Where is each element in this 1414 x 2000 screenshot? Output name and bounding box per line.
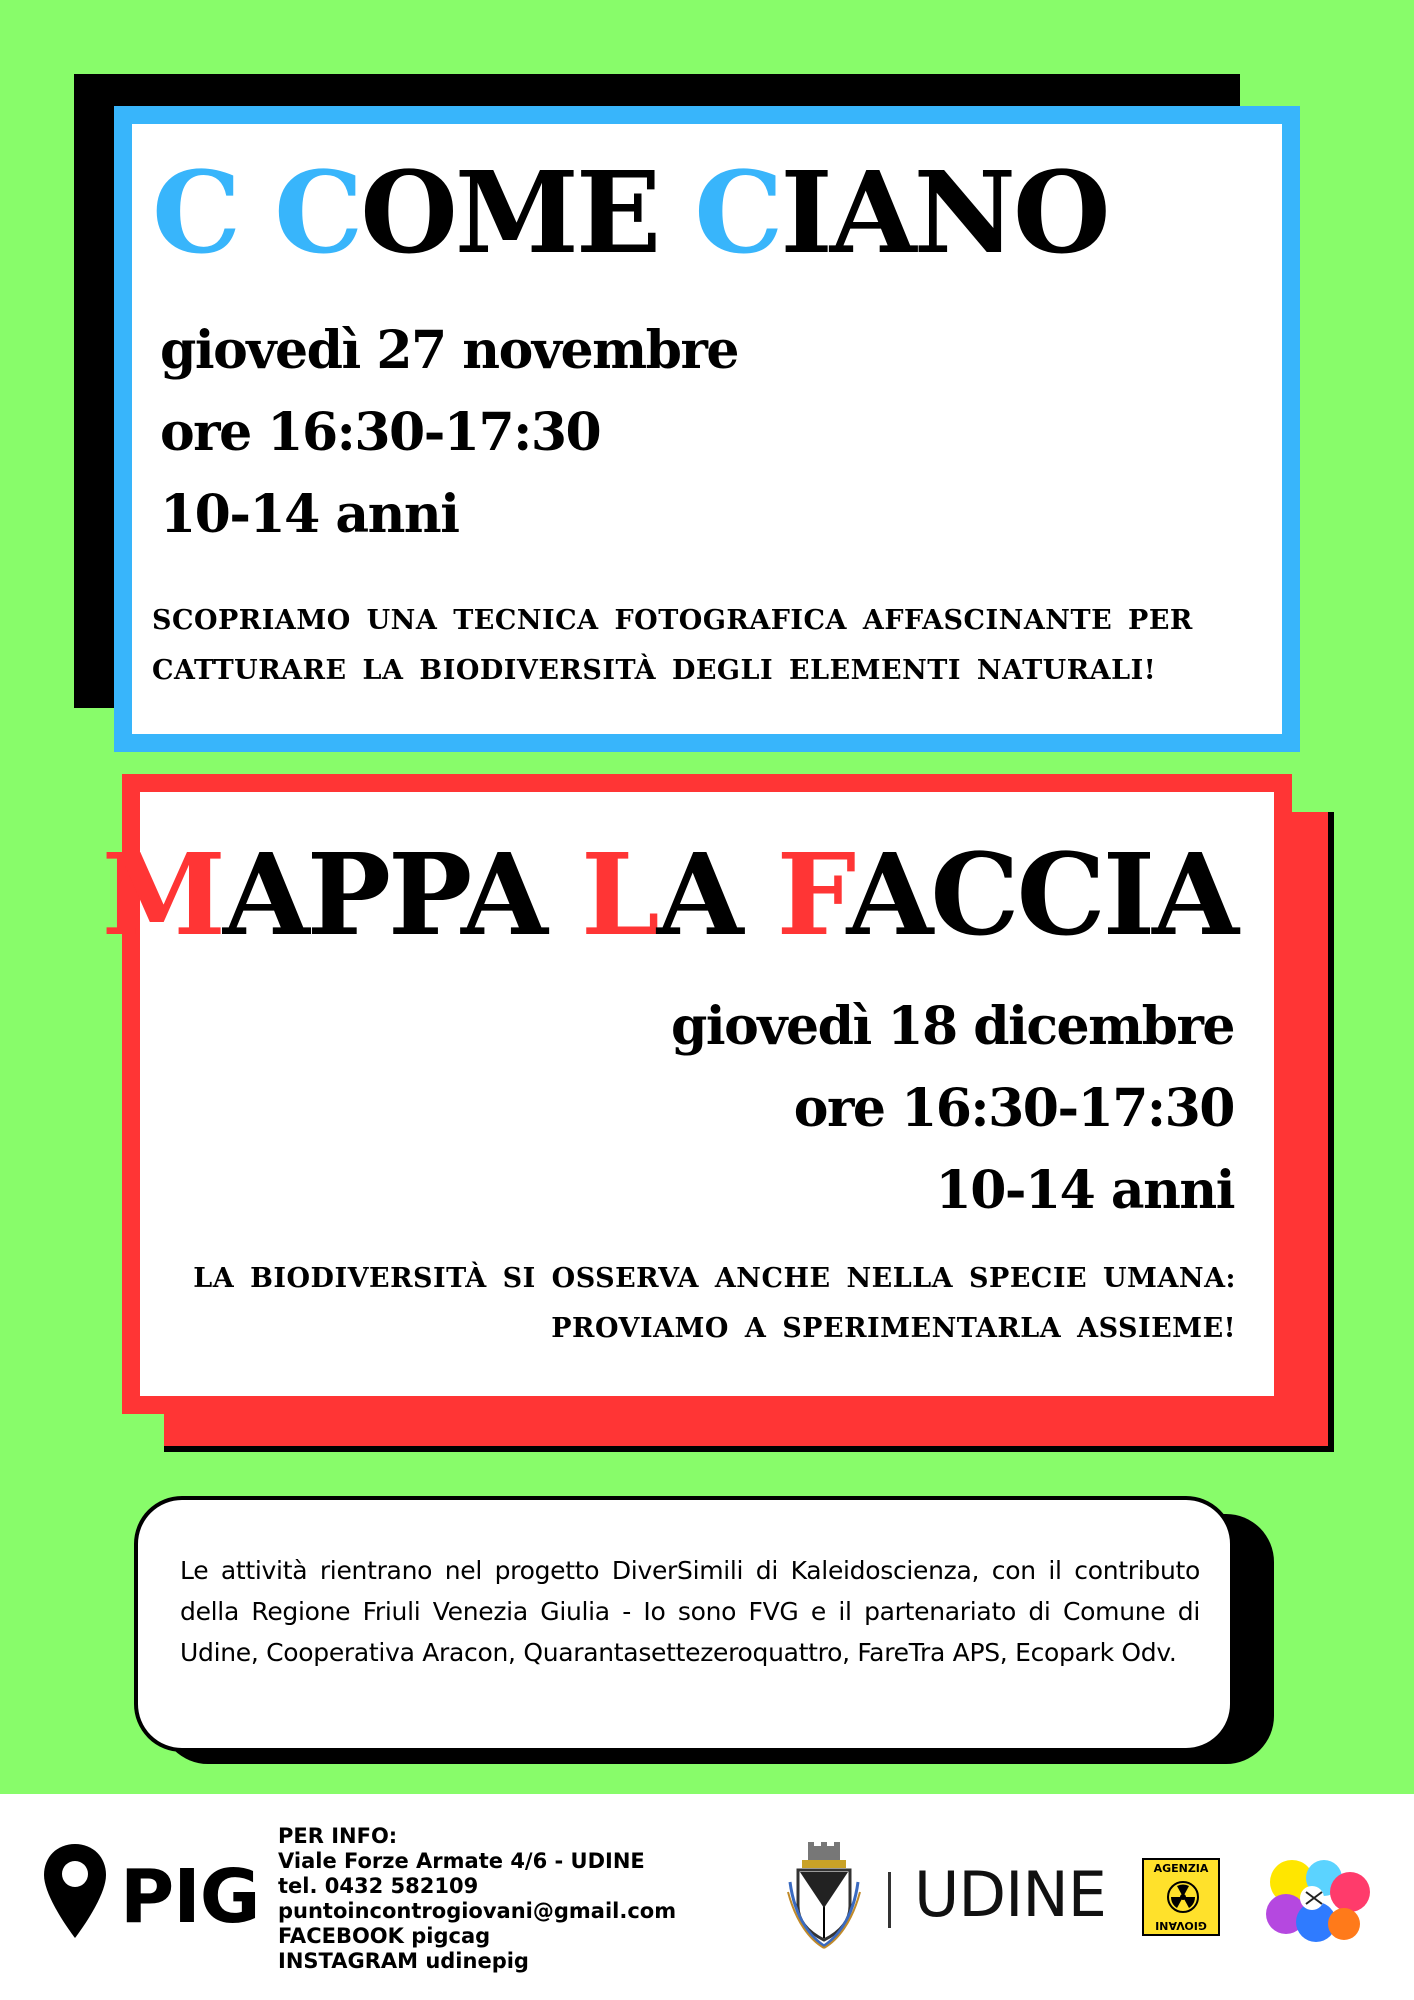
- pig-logo-text: PIG: [120, 1854, 260, 1940]
- udine-crest-icon: [786, 1842, 862, 1950]
- event2-details: [671, 986, 1234, 1232]
- title-text: [238, 148, 274, 279]
- radiation-icon: [1166, 1880, 1200, 1914]
- event2-age: 10-14 anni: [935, 1160, 1234, 1221]
- agenzia-logo-bottom-text: GIOVANI: [1155, 1919, 1207, 1932]
- udine-logo-text: UDINE: [914, 1858, 1106, 1931]
- title-accent-letter: C: [274, 148, 361, 279]
- event1-age: 10-14 anni: [160, 484, 459, 545]
- agenzia-logo-top-text: AGENZIA: [1153, 1862, 1209, 1875]
- note-text: Le attività rientrano nel progetto DiverSimili di Kaleidoscienza, con il contributo della Regione Friuli Venezia Giulia - Io sono FVG e il partenariato di Comune di Udine, Cooperativa Aracon, Quarantasettezeroquattro, FareTra APS, Ecopark Odv.: [180, 1556, 1200, 1667]
- event2-description: [193, 1254, 1236, 1354]
- title-accent-letter: C: [694, 148, 781, 279]
- title-accent-letter: F: [776, 830, 847, 961]
- contact-facebook[interactable]: FACEBOOK pigcag: [278, 1924, 491, 1948]
- title-accent-letter: C: [152, 148, 239, 279]
- event1-title: [152, 148, 1108, 279]
- contact-email[interactable]: puntoincontrogiovani@gmail.com: [278, 1899, 677, 1923]
- event2-date: giovedì 18 dicembre: [671, 996, 1234, 1057]
- agenzia-giovani-logo: [1142, 1858, 1220, 1936]
- event1-time: ore 16:30-17:30: [160, 402, 601, 463]
- title-accent-letter: L: [580, 830, 657, 961]
- title-accent-letter: M: [101, 830, 223, 961]
- event1-description-line: CATTURARE LA BIODIVERSITÀ DEGLI ELEMENTI NATURALI!: [152, 655, 1157, 686]
- event2-title: [101, 830, 1236, 961]
- event1-date: giovedì 27 novembre: [160, 320, 738, 381]
- event1-details: [160, 310, 738, 556]
- contact-address: Viale Forze Armate 4/6 - UDINE: [278, 1849, 645, 1873]
- title-text: OME: [360, 148, 695, 279]
- logo-separator: [888, 1872, 891, 1928]
- event2-time: ore 16:30-17:30: [793, 1078, 1234, 1139]
- title-text: IANO: [780, 148, 1108, 279]
- title-text: A: [656, 830, 777, 961]
- event1-description-line: SCOPRIAMO UNA TECNICA FOTOGRAFICA AFFASCINANTE PER: [152, 605, 1193, 636]
- title-text: APPA: [222, 830, 581, 961]
- event1-description: [152, 596, 1193, 696]
- event2-description-line: PROVIAMO A SPERIMENTARLA ASSIEME!: [551, 1313, 1236, 1344]
- location-pin-icon: [42, 1842, 108, 1942]
- contact-instagram[interactable]: INSTAGRAM udinepig: [278, 1949, 529, 1973]
- kaleidoscienza-logo-icon: [1262, 1852, 1374, 1948]
- contact-heading: PER INFO:: [278, 1824, 398, 1848]
- contact-info: [278, 1824, 676, 1974]
- event2-description-line: LA BIODIVERSITÀ SI OSSERVA ANCHE NELLA SPECIE UMANA:: [193, 1263, 1236, 1294]
- contact-phone[interactable]: tel. 0432 582109: [278, 1874, 479, 1898]
- title-text: ACCIA: [846, 830, 1236, 961]
